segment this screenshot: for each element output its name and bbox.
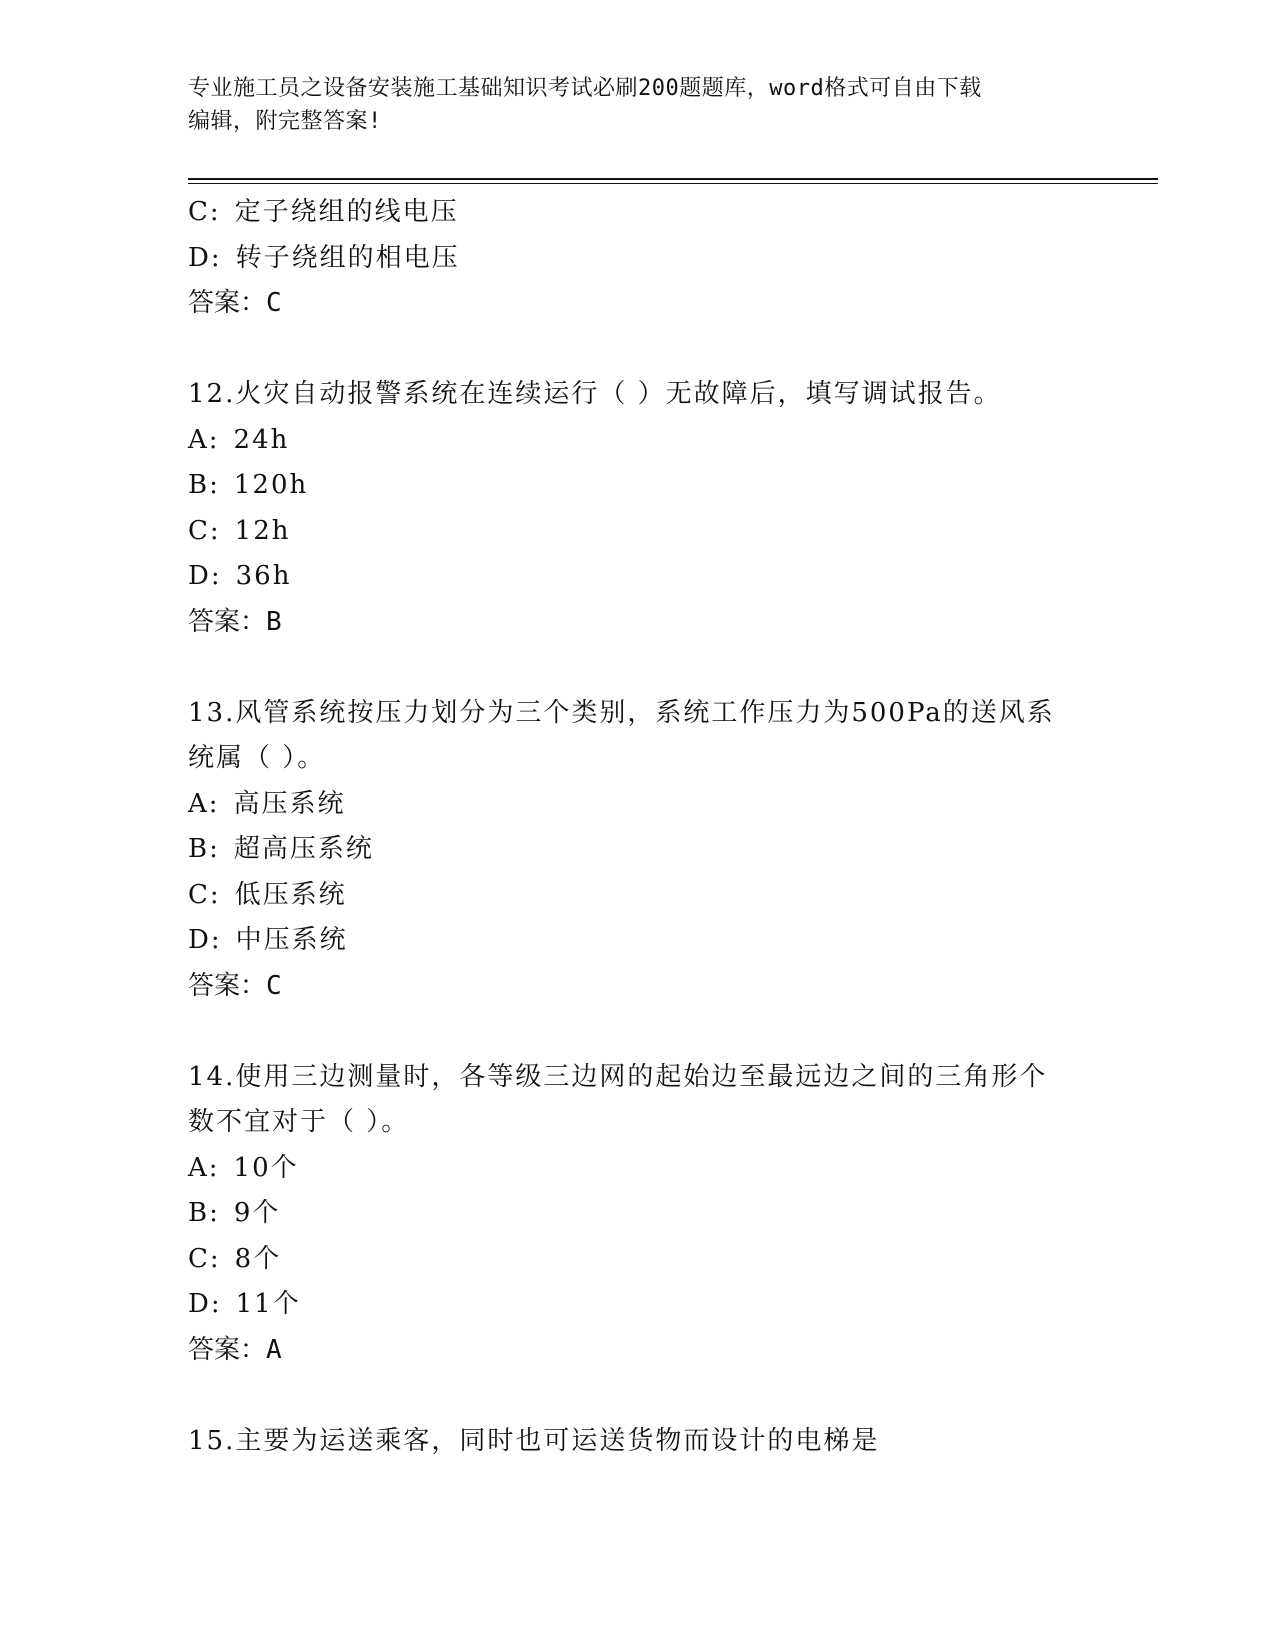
question-stem-continued: 统属（ ）。 <box>188 743 326 773</box>
option-c <box>188 509 1088 555</box>
option-d <box>188 236 1088 282</box>
question-14 <box>188 1055 1088 1374</box>
option-text: 低压系统 <box>234 879 347 910</box>
option-text: 9个 <box>233 1198 281 1228</box>
option-key: C: <box>188 515 221 546</box>
spacer <box>188 645 1088 691</box>
option-text: 12h <box>234 515 291 546</box>
option-key: B: <box>188 470 220 500</box>
question-11-continued <box>188 190 1088 327</box>
option-text: 超高压系统 <box>233 834 374 864</box>
option-d <box>188 1282 1088 1328</box>
question-stem: 15.主要为运送乘客，同时也可运送货物而设计的电梯是 <box>188 1425 880 1456</box>
option-text: 36h <box>235 561 292 591</box>
spacer <box>188 1373 1088 1419</box>
option-a <box>188 1146 1088 1192</box>
option-key: D: <box>188 242 222 273</box>
option-text: 10个 <box>233 1152 299 1183</box>
option-a <box>188 418 1088 464</box>
question-stem-continued: 数不宜对于（ ）。 <box>188 1107 410 1137</box>
header-title-line-2: 编辑，附完整答案! <box>188 109 382 134</box>
option-a <box>188 782 1088 828</box>
page-header <box>188 72 1088 138</box>
option-c <box>188 1237 1088 1283</box>
option-key: A: <box>188 788 220 819</box>
option-key: A: <box>188 424 220 455</box>
option-key: B: <box>188 834 220 864</box>
option-key: C: <box>188 879 221 910</box>
option-text: 24h <box>233 424 290 455</box>
option-d <box>188 554 1088 600</box>
question-12 <box>188 372 1088 645</box>
option-text: 定子绕组的线电压 <box>234 197 459 227</box>
spacer <box>188 1009 1088 1055</box>
option-key: D: <box>188 561 222 591</box>
question-stem: 14.使用三边测量时，各等级三边网的起始边至最远边之间的三角形个 <box>188 1061 1048 1092</box>
answer: 答案：C <box>188 288 282 318</box>
option-key: D: <box>188 925 222 955</box>
option-text: 中压系统 <box>235 925 348 955</box>
option-text: 8个 <box>234 1243 282 1274</box>
spacer <box>188 327 1088 373</box>
answer: 答案：A <box>188 1334 282 1365</box>
option-key: A: <box>188 1152 220 1183</box>
option-key: C: <box>188 1243 221 1274</box>
option-key: B: <box>188 1198 220 1228</box>
answer: 答案：C <box>188 970 282 1001</box>
question-15 <box>188 1419 1088 1465</box>
answer: 答案：B <box>188 606 282 637</box>
option-b <box>188 463 1088 509</box>
option-b <box>188 827 1088 873</box>
question-stem: 13.风管系统按压力划分为三个类别，系统工作压力为500Pa的送风系 <box>188 697 1055 728</box>
header-title-line-1: 专业施工员之设备安装施工基础知识考试必刷200题题库，word格式可自由下载 <box>188 76 982 101</box>
option-d <box>188 918 1088 964</box>
question-stem: 12.火灾自动报警系统在连续运行（ ）无故障后，填写调试报告。 <box>188 379 1002 409</box>
option-key: D: <box>188 1289 222 1319</box>
option-text: 转子绕组的相电压 <box>235 242 460 273</box>
option-key: C: <box>188 197 221 227</box>
question-list <box>188 190 1088 1464</box>
option-b <box>188 1191 1088 1237</box>
header-divider-thick <box>188 178 1158 180</box>
option-text: 120h <box>233 470 309 500</box>
question-13 <box>188 691 1088 1010</box>
option-text: 高压系统 <box>233 788 346 819</box>
option-text: 11个 <box>235 1289 301 1319</box>
option-c <box>188 190 1088 236</box>
option-c <box>188 873 1088 919</box>
header-divider-thin <box>188 183 1158 184</box>
